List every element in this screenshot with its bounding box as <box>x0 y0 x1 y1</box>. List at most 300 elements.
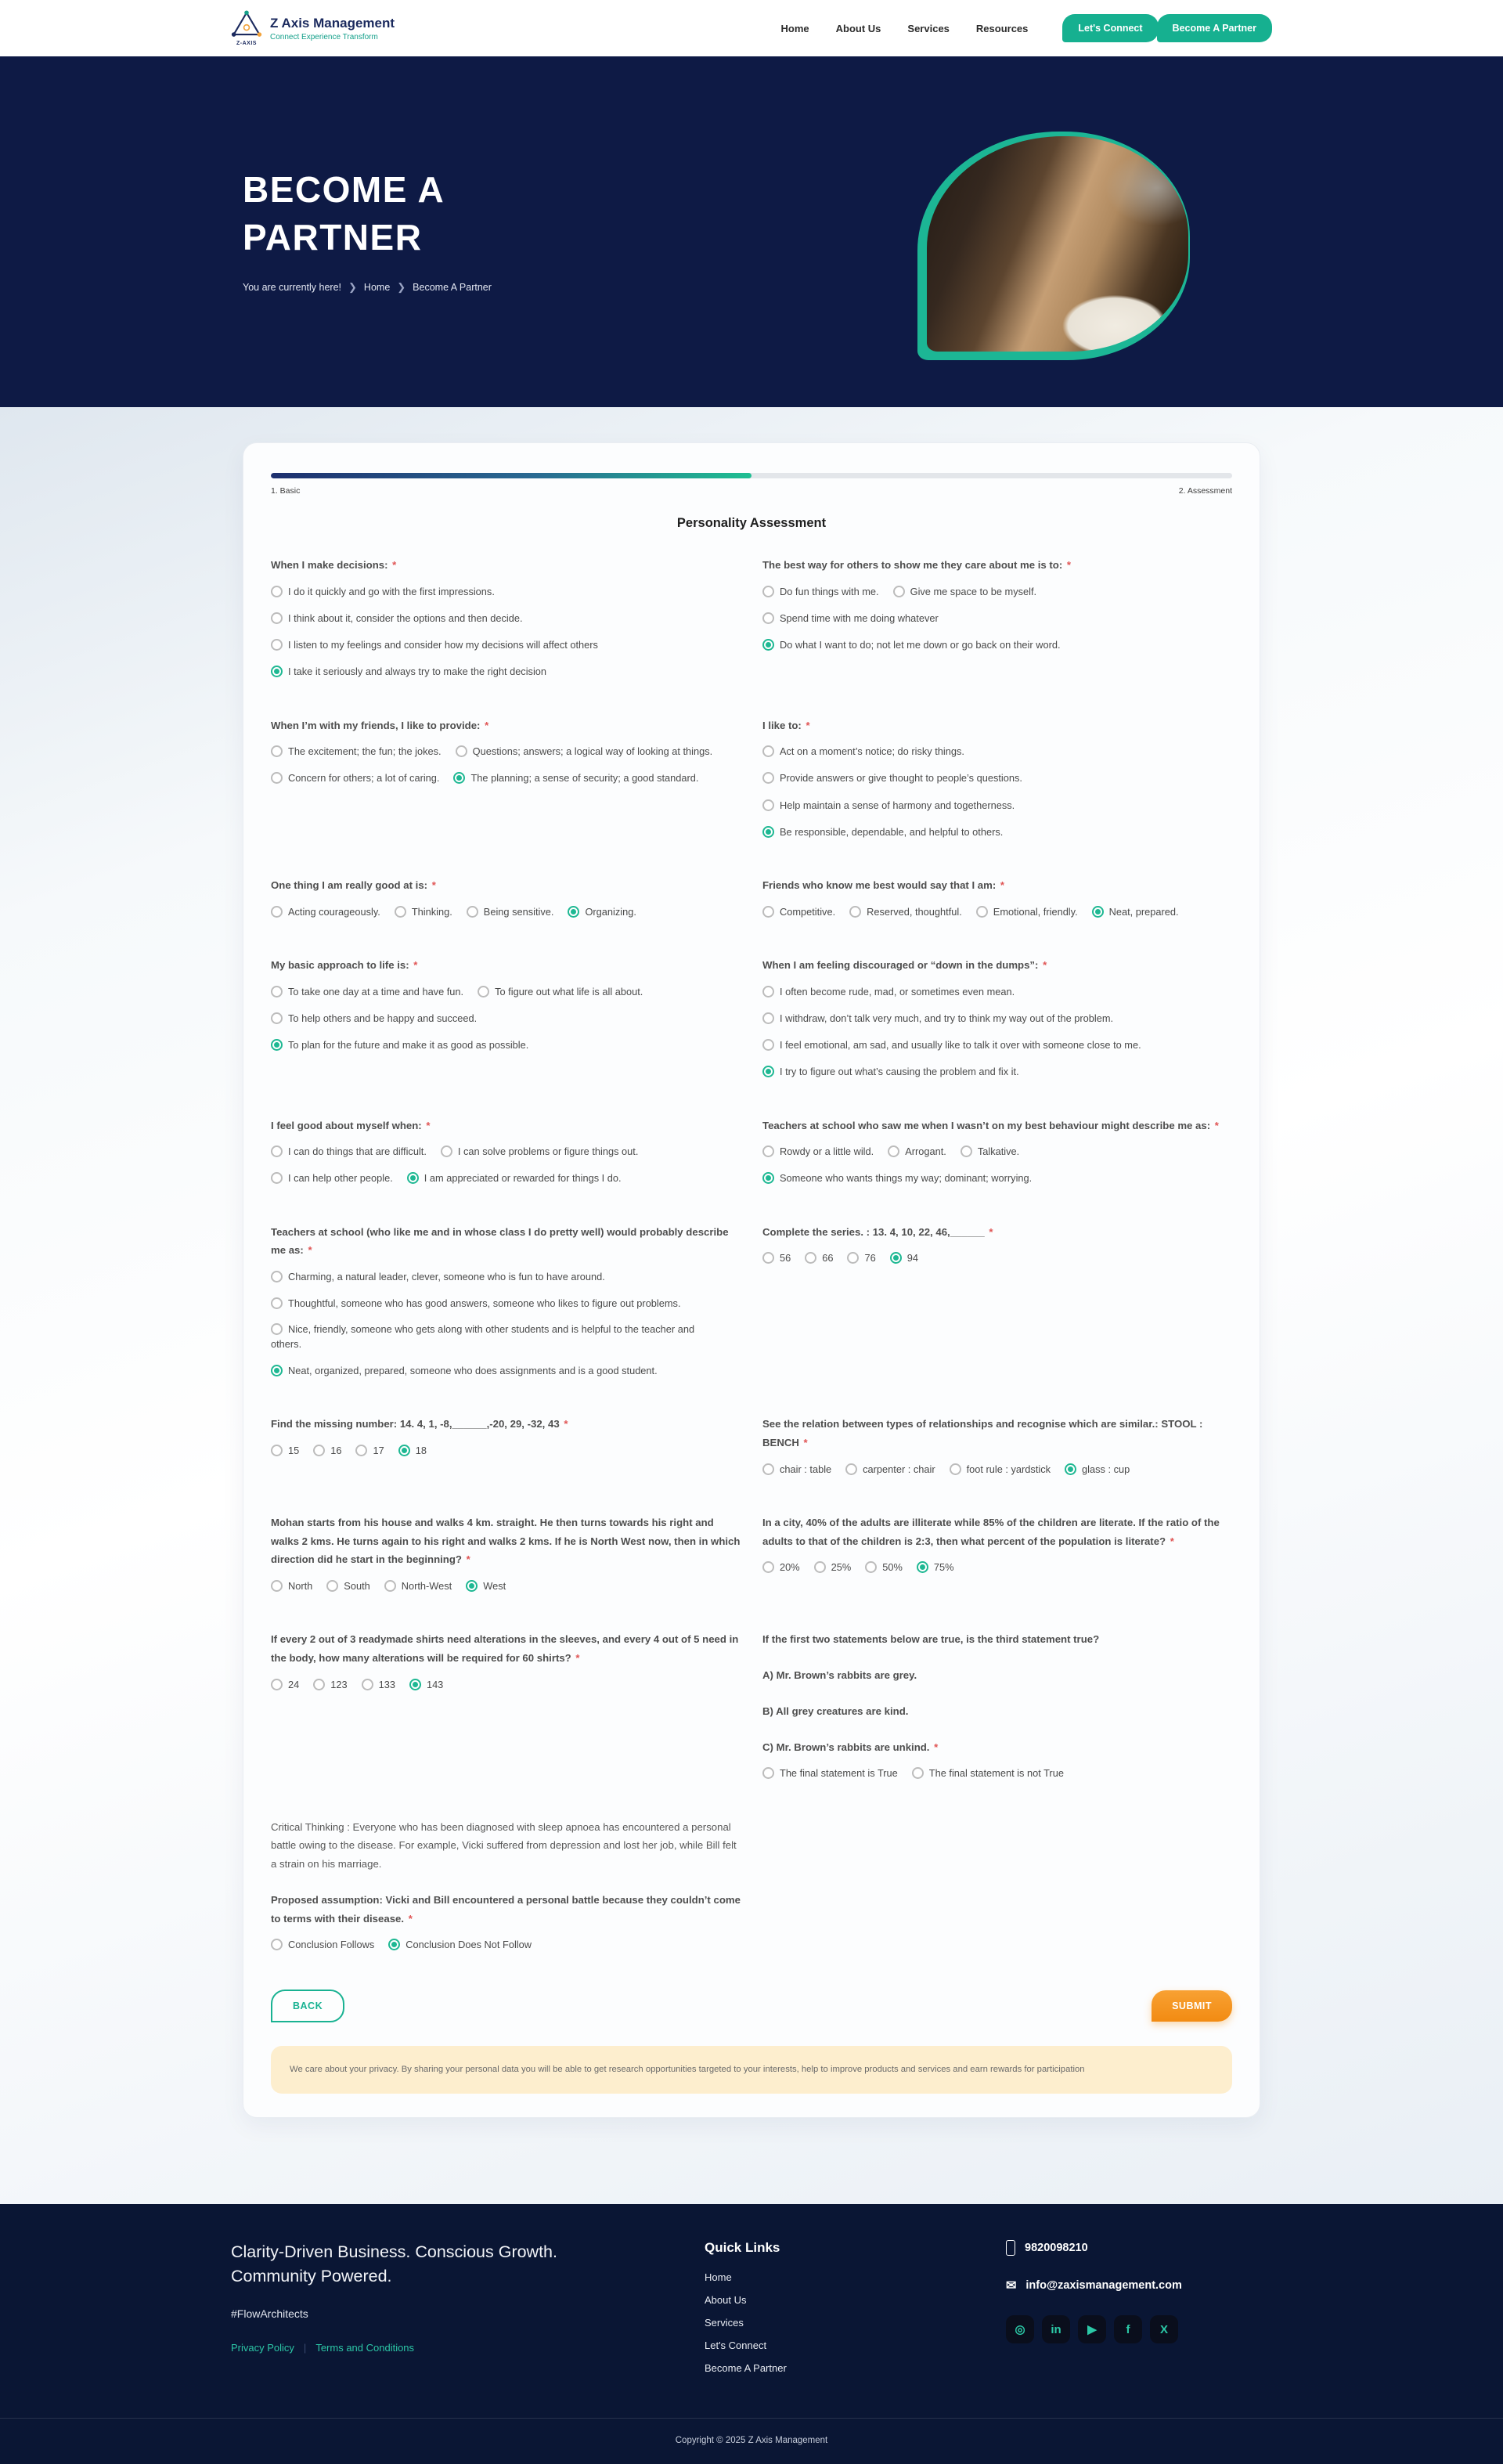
radio-option[interactable] <box>762 984 1015 999</box>
question-row <box>271 956 1232 1090</box>
nav-item-home[interactable]: Home <box>780 22 809 34</box>
email-address: info@zaxismanagement.com <box>1025 2279 1182 2293</box>
radio-icon[interactable] <box>762 1463 774 1475</box>
step-assessment: 2. Assessment <box>1178 486 1232 496</box>
question-cell <box>762 1818 1232 1963</box>
back-button[interactable]: BACK <box>271 1990 344 2022</box>
radio-icon[interactable] <box>762 1252 774 1264</box>
option-label: Nice, friendly, someone who gets along with other students and is helpful to the teacher and others. <box>271 1322 695 1350</box>
option-label: I take it seriously and always try to make the right decision <box>288 666 547 678</box>
radio-icon[interactable] <box>762 745 774 757</box>
option-label: 25% <box>831 1561 852 1574</box>
question-cell <box>762 716 1232 850</box>
options <box>762 1249 1232 1275</box>
quick-links-title: Quick Links <box>705 2240 780 2256</box>
option-label: 50% <box>882 1561 903 1574</box>
option-label: Neat, prepared. <box>1108 905 1179 918</box>
radio-selected-icon[interactable] <box>762 1066 774 1077</box>
radio-selected-icon[interactable] <box>271 1365 283 1376</box>
instagram-icon[interactable]: ◎ <box>1006 2315 1034 2343</box>
radio-option[interactable] <box>271 1144 427 1159</box>
radio-option[interactable] <box>917 1560 954 1575</box>
question-cell <box>762 1415 1232 1487</box>
radio-icon[interactable] <box>271 986 283 998</box>
option-label: 17 <box>373 1444 384 1456</box>
question-row <box>271 1513 1232 1604</box>
radio-option[interactable] <box>271 637 598 652</box>
option-label: Acting courageously. <box>288 905 380 918</box>
radio-option[interactable] <box>893 584 1036 599</box>
radio-option[interactable] <box>271 611 523 626</box>
footer-hashtag: #FlowArchitects <box>231 2307 308 2321</box>
radio-icon[interactable] <box>271 1172 283 1184</box>
radio-selected-icon[interactable] <box>407 1172 419 1184</box>
radio-icon[interactable] <box>762 586 774 597</box>
radio-icon[interactable] <box>762 1561 774 1573</box>
option-label: To figure out what life is all about. <box>495 985 643 998</box>
option-label: Provide answers or give thought to people’s questions. <box>780 772 1022 785</box>
radio-icon[interactable] <box>271 745 283 757</box>
option-label: carpenter : chair <box>863 1463 935 1475</box>
divider: | <box>303 2342 307 2354</box>
radio-option[interactable] <box>271 1011 477 1026</box>
radio-icon[interactable] <box>961 1145 972 1157</box>
radio-icon[interactable] <box>271 612 283 624</box>
footer-link-become-a-partner[interactable]: Become A Partner <box>705 2362 787 2375</box>
question-label: When I am feeling discouraged or “down in the dumps”: * <box>762 958 1047 971</box>
radio-option[interactable] <box>271 1296 681 1311</box>
options <box>762 1142 1232 1196</box>
option-label: 76 <box>864 1252 876 1264</box>
option-label: Competitive. <box>780 905 836 918</box>
radio-option[interactable] <box>847 1250 875 1265</box>
radio-icon[interactable] <box>762 1012 774 1024</box>
option-label: Reserved, thoughtful. <box>867 905 962 918</box>
radio-selected-icon[interactable] <box>409 1679 421 1690</box>
radio-icon[interactable] <box>976 906 988 918</box>
radio-option[interactable] <box>388 1937 532 1952</box>
radio-option[interactable] <box>762 1144 874 1159</box>
radio-option[interactable] <box>890 1250 918 1265</box>
radio-icon[interactable] <box>762 772 774 784</box>
radio-option[interactable] <box>271 1363 658 1378</box>
submit-button[interactable]: SUBMIT <box>1152 1990 1232 2022</box>
radio-icon[interactable] <box>805 1252 816 1264</box>
nav-item-resources[interactable]: Resources <box>975 22 1029 34</box>
radio-option[interactable] <box>762 1171 1032 1185</box>
radio-option[interactable] <box>384 1578 452 1593</box>
option-label: 15 <box>288 1444 300 1456</box>
option-label: Help maintain a sense of harmony and togetherness. <box>780 799 1015 811</box>
radio-option[interactable] <box>467 904 554 919</box>
option-label: Spend time with me doing whatever <box>780 611 939 624</box>
radio-option[interactable] <box>441 1144 638 1159</box>
options <box>762 1460 1232 1487</box>
question-cell <box>762 556 1232 690</box>
radio-option[interactable] <box>950 1462 1051 1477</box>
radio-icon[interactable] <box>847 1252 859 1264</box>
option-label: Be responsible, dependable, and helpful to others. <box>780 825 1004 838</box>
chevron-right-icon: ❯ <box>348 281 357 294</box>
radio-icon[interactable] <box>271 1580 283 1592</box>
x-icon[interactable]: X <box>1150 2315 1178 2343</box>
question-row <box>271 556 1232 690</box>
options <box>271 1268 741 1388</box>
radio-option[interactable] <box>355 1443 384 1458</box>
radio-option[interactable] <box>762 744 964 759</box>
question-label: When I make decisions: * <box>271 559 397 571</box>
logo-mark-label: Z-AXIS <box>236 41 257 46</box>
option-label: glass : cup <box>1082 1463 1130 1475</box>
social-links <box>1006 2315 1272 2343</box>
radio-icon[interactable] <box>271 1679 283 1690</box>
radio-option[interactable] <box>762 904 835 919</box>
logo-tagline: Connect Experience Transform <box>270 32 378 41</box>
option-label: The excitement; the fun; the jokes. <box>288 745 442 758</box>
radio-option[interactable] <box>271 1578 312 1593</box>
radio-icon[interactable] <box>762 906 774 918</box>
radio-selected-icon[interactable] <box>398 1445 410 1456</box>
radio-option[interactable] <box>271 1171 393 1185</box>
question-cell <box>762 876 1232 929</box>
option-label: 20% <box>780 1561 800 1574</box>
radio-option[interactable] <box>762 1064 1019 1079</box>
footer-link-about-us[interactable]: About Us <box>705 2294 747 2307</box>
radio-selected-icon[interactable] <box>271 666 283 677</box>
privacy-note: We care about your privacy. By sharing your personal data you will be able to get research opportunities targeted to your interests, help to improve products and services and earn rewards for participation <box>271 2046 1232 2094</box>
radio-option[interactable] <box>478 984 643 999</box>
option-label: 75% <box>933 1561 954 1574</box>
radio-option[interactable] <box>762 1462 831 1477</box>
radio-selected-icon[interactable] <box>271 1039 283 1051</box>
radio-selected-icon[interactable] <box>762 826 774 838</box>
option-label: 24 <box>288 1678 300 1690</box>
form-title: Personality Assessment <box>676 516 827 530</box>
radio-icon[interactable] <box>456 745 467 757</box>
youtube-icon[interactable]: ▶ <box>1078 2315 1106 2343</box>
radio-icon[interactable] <box>893 586 905 597</box>
options <box>271 903 741 929</box>
radio-option[interactable] <box>271 1677 299 1692</box>
radio-icon[interactable] <box>271 1145 283 1157</box>
question-cell <box>271 1818 741 1963</box>
radio-icon[interactable] <box>271 1939 283 1950</box>
progress-fill <box>271 473 752 478</box>
radio-icon[interactable] <box>950 1463 961 1475</box>
option-label: North <box>288 1580 313 1593</box>
facebook-icon[interactable]: f <box>1114 2315 1142 2343</box>
question-label: If every 2 out of 3 readymade shirts need alterations in the sleeves, and every 4 out of 5 need in the body, how many alterations will be required for 60 shirts? * <box>271 1633 739 1665</box>
privacy-policy-link[interactable]: Privacy Policy <box>231 2342 294 2354</box>
options <box>271 1577 741 1604</box>
radio-option[interactable] <box>762 1766 898 1780</box>
radio-option[interactable] <box>961 1144 1019 1159</box>
radio-option[interactable] <box>362 1677 395 1692</box>
breadcrumb-home[interactable]: Home <box>363 282 391 294</box>
phone-icon <box>1006 2240 1015 2256</box>
radio-icon[interactable] <box>271 586 283 597</box>
option-label: The planning; a sense of security; a good standard. <box>470 772 699 785</box>
radio-option[interactable] <box>762 1560 800 1575</box>
radio-icon[interactable] <box>845 1463 857 1475</box>
radio-option[interactable] <box>912 1766 1064 1780</box>
radio-icon[interactable] <box>271 1323 283 1335</box>
question-row <box>271 1818 1232 1963</box>
option-label: 18 <box>415 1444 427 1456</box>
breadcrumb-current: Become A Partner <box>413 282 492 294</box>
question-label: Complete the series. : 13. 4, 10, 22, 46,______ * <box>762 1225 993 1238</box>
options <box>271 742 741 795</box>
radio-icon[interactable] <box>441 1145 452 1157</box>
chevron-right-icon: ❯ <box>397 281 406 294</box>
option-label: 94 <box>906 1252 918 1264</box>
option-label: chair : table <box>780 1463 832 1475</box>
radio-option[interactable] <box>271 1937 374 1952</box>
radio-icon[interactable] <box>362 1679 373 1690</box>
radio-icon[interactable] <box>762 1039 774 1051</box>
footer-link-home[interactable]: Home <box>705 2271 732 2284</box>
radio-icon[interactable] <box>762 612 774 624</box>
radio-option[interactable] <box>762 584 879 599</box>
radio-icon[interactable] <box>849 906 861 918</box>
question-label: Find the missing number: 14. 4, 1, -8,______,-20, 29, -32, 43 * <box>271 1418 568 1430</box>
option-label: Questions; answers; a logical way of looking at things. <box>472 745 713 758</box>
radio-option[interactable] <box>271 904 380 919</box>
option-label: Talkative. <box>977 1145 1020 1158</box>
radio-option[interactable] <box>762 1037 1141 1052</box>
question-cell <box>762 1630 1232 1791</box>
breadcrumb <box>243 281 492 294</box>
main-nav <box>781 14 1273 42</box>
radio-icon[interactable] <box>865 1561 877 1573</box>
radio-icon[interactable] <box>814 1561 826 1573</box>
radio-icon[interactable] <box>271 1297 283 1309</box>
radio-option[interactable] <box>271 744 442 759</box>
option-label: West <box>483 1580 506 1593</box>
radio-selected-icon[interactable] <box>466 1580 478 1592</box>
nav-item-about-us[interactable]: About Us <box>835 22 881 34</box>
question-label: Teachers at school (who like me and in whose class I do pretty well) would probably describe me as: * <box>271 1225 729 1257</box>
quick-links <box>705 2271 885 2374</box>
hero-image-frame <box>917 132 1190 360</box>
radio-option[interactable] <box>762 798 1015 813</box>
page-title: BECOME A PARTNER <box>243 169 445 258</box>
radio-option[interactable] <box>762 1011 1113 1026</box>
main-section <box>0 407 1503 2204</box>
linkedin-icon[interactable]: in <box>1042 2315 1070 2343</box>
radio-selected-icon[interactable] <box>762 639 774 651</box>
question-row <box>271 876 1232 929</box>
radio-icon[interactable] <box>271 639 283 651</box>
question-cell <box>762 1513 1232 1604</box>
question-cell <box>271 556 741 690</box>
radio-option[interactable] <box>456 744 713 759</box>
header <box>0 0 1503 56</box>
radio-icon[interactable] <box>478 986 489 998</box>
footer-link-let-s-connect[interactable]: Let's Connect <box>705 2340 767 2352</box>
radio-option[interactable] <box>865 1560 903 1575</box>
option-label: I can solve problems or figure things out. <box>457 1145 639 1158</box>
question-cell <box>762 956 1232 1090</box>
radio-option[interactable] <box>313 1443 341 1458</box>
question-label: Teachers at school who saw me when I wasn’t on my best behaviour might describe me as: * <box>762 1119 1219 1131</box>
radio-option[interactable] <box>326 1578 369 1593</box>
option-label: To plan for the future and make it as good as possible. <box>288 1039 529 1052</box>
radio-icon[interactable] <box>762 986 774 998</box>
mail-icon: ✉ <box>1006 2279 1017 2293</box>
option-label: I think about it, consider the options and then decide. <box>288 611 523 624</box>
option-label: I often become rude, mad, or sometimes even mean. <box>780 985 1015 998</box>
email-row[interactable] <box>1006 2278 1272 2293</box>
footer-link-services[interactable]: Services <box>705 2317 744 2329</box>
radio-icon[interactable] <box>912 1767 924 1779</box>
radio-option[interactable] <box>568 904 636 919</box>
option-label: I feel emotional, am sad, and usually like to talk it over with someone close to me. <box>780 1039 1141 1052</box>
logo[interactable] <box>231 10 395 46</box>
question-label: If the first two statements below are true, is the third statement true? A) Mr. Brown’s rabbits are grey. B) All grey creatures are kind. C) Mr. Brown’s rabbits are unkind. * <box>762 1633 1100 1753</box>
radio-selected-icon[interactable] <box>388 1939 400 1950</box>
option-label: Act on a moment’s notice; do risky things. <box>780 745 964 758</box>
nav-item-services[interactable]: Services <box>907 22 950 34</box>
radio-option[interactable] <box>407 1171 622 1185</box>
options <box>271 1676 741 1702</box>
radio-option[interactable] <box>271 984 463 999</box>
radio-option[interactable] <box>762 637 1061 652</box>
option-label: Being sensitive. <box>483 905 554 918</box>
radio-option[interactable] <box>409 1677 443 1692</box>
hero-banner <box>0 56 1503 407</box>
question-label: Mohan starts from his house and walks 4 km. straight. He then turns towards his right and walks 2 kms. He turns again to his right and walks 2 kms. If he is North West now, then in which direction did he start in the beginning? * <box>271 1516 741 1566</box>
phone-number: 9820098210 <box>1025 2242 1088 2255</box>
question-cell <box>762 1223 1232 1388</box>
question-row <box>271 1223 1232 1388</box>
radio-option[interactable] <box>271 664 546 679</box>
radio-selected-icon[interactable] <box>762 1172 774 1184</box>
radio-option[interactable] <box>313 1677 347 1692</box>
question-label: In a city, 40% of the adults are illiterate while 85% of the children are literate. If the ratio of the adults to that of the children is 2:3, then what percent of the population is literate? * <box>762 1516 1220 1547</box>
option-label: Conclusion Does Not Follow <box>405 1939 532 1951</box>
question-label: I feel good about myself when: * <box>271 1119 431 1131</box>
radio-option[interactable] <box>271 770 439 785</box>
radio-option[interactable] <box>271 1037 528 1052</box>
question-cell <box>271 1630 741 1791</box>
step-basic: 1. Basic <box>271 486 301 496</box>
radio-icon[interactable] <box>271 906 283 918</box>
radio-icon[interactable] <box>467 906 478 918</box>
terms-link[interactable]: Terms and Conditions <box>315 2342 415 2354</box>
become-a-partner-button[interactable]: Become A Partner <box>1157 14 1272 42</box>
radio-icon[interactable] <box>355 1445 367 1456</box>
radio-option[interactable] <box>845 1462 935 1477</box>
logo-icon <box>231 10 262 42</box>
option-label: 56 <box>780 1252 791 1264</box>
radio-option[interactable] <box>976 904 1078 919</box>
radio-option[interactable] <box>805 1250 833 1265</box>
radio-option[interactable] <box>762 1250 791 1265</box>
radio-option[interactable] <box>888 1144 946 1159</box>
option-label: Thoughtful, someone who has good answers, someone who likes to figure out problems. <box>288 1297 681 1310</box>
radio-selected-icon[interactable] <box>890 1252 902 1264</box>
option-label: I am appreciated or rewarded for things I do. <box>424 1172 622 1185</box>
radio-option[interactable] <box>271 584 495 599</box>
footer-tagline: Clarity-Driven Business. Conscious Growth. Community Powered. <box>231 2242 557 2286</box>
question-cell <box>271 1223 741 1388</box>
radio-icon[interactable] <box>762 1145 774 1157</box>
question-label: Critical Thinking : Everyone who has been diagnosed with sleep apnoea has encountered a personal battle owing to the disease. For example, Vicki suffered from depression and lost her job, while Bill felt a strain on his marriage. Proposed assumption: Vicki and Bill encountered a personal battle because they couldn’t come to terms with their disease. * <box>271 1820 741 1925</box>
radio-option[interactable] <box>271 1322 726 1351</box>
radio-icon[interactable] <box>271 1271 283 1283</box>
radio-option[interactable] <box>814 1560 852 1575</box>
question-label: My basic approach to life is: * <box>271 958 418 971</box>
radio-selected-icon[interactable] <box>568 906 579 918</box>
radio-option[interactable] <box>453 770 698 785</box>
radio-icon[interactable] <box>762 799 774 811</box>
option-label: Neat, organized, prepared, someone who does assignments and is a good student. <box>288 1364 658 1376</box>
question-cell <box>762 1117 1232 1196</box>
question-row <box>271 716 1232 850</box>
radio-icon[interactable] <box>888 1145 899 1157</box>
radio-option[interactable] <box>271 1443 299 1458</box>
questions <box>271 556 1232 1963</box>
option-label: Rowdy or a little wild. <box>780 1145 874 1158</box>
phone-row[interactable] <box>1006 2240 1272 2256</box>
progress-bar <box>271 473 1232 478</box>
option-label: 16 <box>330 1444 342 1456</box>
logo-title: Z Axis Management <box>270 15 395 31</box>
radio-option[interactable] <box>398 1443 427 1458</box>
question-label: When I’m with my friends, I like to provide: * <box>271 719 489 731</box>
radio-selected-icon[interactable] <box>453 772 465 784</box>
radio-icon[interactable] <box>313 1445 325 1456</box>
option-label: Arrogant. <box>905 1145 946 1158</box>
hero-image <box>927 136 1188 352</box>
radio-option[interactable] <box>1092 904 1179 919</box>
radio-icon[interactable] <box>395 906 406 918</box>
form-actions <box>271 1990 1232 2022</box>
radio-icon[interactable] <box>384 1580 396 1592</box>
option-label: I withdraw, don’t talk very much, and try to think my way out of the problem. <box>780 1012 1114 1024</box>
radio-option[interactable] <box>762 824 1003 839</box>
radio-option[interactable] <box>762 770 1022 785</box>
copyright: Copyright © 2025 Z Axis Management <box>675 2436 828 2446</box>
question-label: I like to: * <box>762 719 810 731</box>
radio-option[interactable] <box>849 904 962 919</box>
radio-option[interactable] <box>466 1578 506 1593</box>
radio-selected-icon[interactable] <box>1065 1463 1076 1475</box>
question-cell <box>271 876 741 929</box>
option-label: Charming, a natural leader, clever, someone who is fun to have around. <box>288 1271 605 1283</box>
lets-connect-button[interactable]: Let's Connect <box>1062 14 1158 42</box>
radio-option[interactable] <box>271 1269 605 1284</box>
radio-icon[interactable] <box>326 1580 338 1592</box>
radio-selected-icon[interactable] <box>1092 906 1104 918</box>
option-label: To take one day at a time and have fun. <box>288 985 464 998</box>
option-label: Do what I want to do; not let me down or go back on their word. <box>780 639 1061 651</box>
radio-icon[interactable] <box>762 1767 774 1779</box>
radio-icon[interactable] <box>271 1012 283 1024</box>
radio-option[interactable] <box>762 611 939 626</box>
option-label: 123 <box>330 1678 348 1690</box>
radio-selected-icon[interactable] <box>917 1561 928 1573</box>
radio-option[interactable] <box>1065 1462 1130 1477</box>
radio-icon[interactable] <box>271 772 283 784</box>
radio-icon[interactable] <box>313 1679 325 1690</box>
radio-option[interactable] <box>395 904 452 919</box>
option-label: Concern for others; a lot of caring. <box>288 772 440 785</box>
radio-icon[interactable] <box>271 1445 283 1456</box>
option-label: 133 <box>378 1678 395 1690</box>
options <box>271 1142 741 1196</box>
